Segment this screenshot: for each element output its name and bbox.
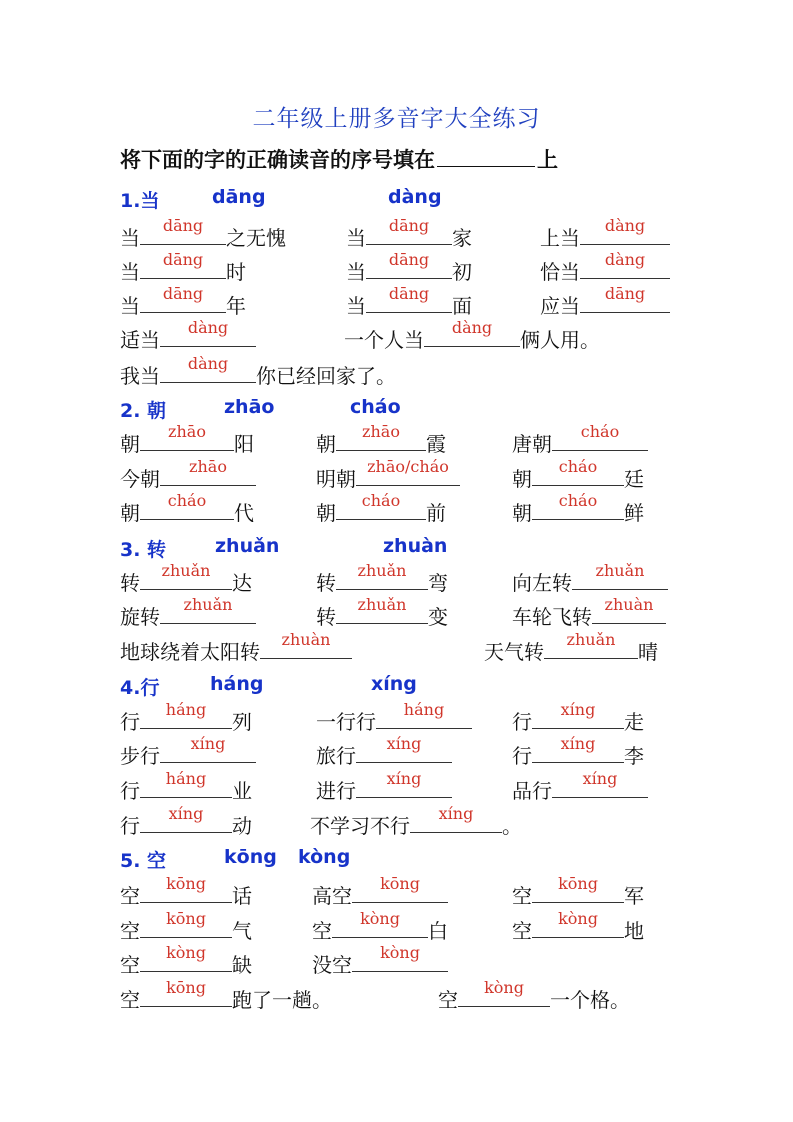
answer-text: dàng (451, 318, 493, 337)
answer-text: dàng (187, 354, 229, 373)
exercise-item: 空 kōng 军 (512, 874, 644, 908)
exercise-item: 恰当 dàng (540, 256, 670, 285)
answer-text: xíng (386, 734, 422, 753)
answer-text: dāng (162, 250, 204, 269)
exercise-item: 适当 dàng (120, 324, 256, 353)
exercise-item: 朝 cháo 廷 (512, 457, 644, 491)
answer-text: dāng (604, 284, 646, 303)
instruction-suffix: 上 (537, 147, 558, 172)
exercise-item: 步行 xíng (120, 740, 256, 769)
instruction-blank (437, 146, 535, 167)
exercise-item: 行 xíng 动 (120, 804, 252, 838)
exercise-item: 朝 zhāo 霞 (316, 422, 446, 456)
exercise-item: 天气转 zhuǎn 晴 (484, 630, 658, 664)
section-number: 1.当 (120, 190, 160, 212)
instruction-text: 将下面的字的正确读音的序号填在 (120, 147, 435, 172)
answer-text: dāng (388, 250, 430, 269)
answer-text: zhuǎn (566, 630, 616, 649)
section-reading-b: cháo (350, 396, 401, 418)
exercise-item: 旅行 xíng (316, 740, 452, 769)
section-reading-b: dàng (388, 186, 442, 208)
section-reading-b: kòng (298, 846, 351, 868)
exercise-item: 我当 dàng 你已经回家了。 (120, 354, 396, 388)
answer-text: kōng (166, 874, 206, 893)
exercise-item: 转 zhuǎn 变 (316, 595, 448, 629)
exercise-item: 空 kōng 气 (120, 909, 252, 943)
answer-blank[interactable] (410, 804, 502, 833)
section-reading-a: háng (210, 673, 264, 695)
exercise-item: 旋转 zhuǎn (120, 601, 256, 630)
answer-text: dāng (162, 216, 204, 235)
answer-blank[interactable] (424, 318, 520, 347)
answer-text: zhāo (362, 422, 400, 441)
answer-text: háng (165, 700, 207, 719)
answer-text: zhuǎn (183, 595, 233, 614)
answer-text: xíng (190, 734, 226, 753)
answer-text: zhāo (168, 422, 206, 441)
exercise-item: 车轮飞转 zhuàn (512, 601, 666, 630)
section-number: 2. 朝 (120, 400, 167, 422)
instruction (120, 144, 558, 174)
answer-text: dàng (187, 318, 229, 337)
exercise-item: 进行 xíng (316, 775, 452, 804)
answer-text: xíng (582, 769, 618, 788)
answer-text: zhuàn (281, 630, 331, 649)
answer-blank[interactable] (592, 595, 666, 624)
exercise-item: 朝 zhāo 阳 (120, 422, 254, 456)
answer-text: kōng (380, 874, 420, 893)
answer-text: kōng (166, 909, 206, 928)
answer-text: zhuǎn (357, 595, 407, 614)
exercise-item: 空 kōng 跑了一趟。 (120, 978, 332, 1012)
exercise-item: 当 dāng 初 (346, 250, 472, 284)
answer-text: zhuǎn (595, 561, 645, 580)
exercise-item: 品行 xíng (512, 775, 648, 804)
exercise-item: 空 kòng 白 (312, 909, 448, 943)
page-title: 二年级上册多音字大全练习 (252, 106, 541, 132)
answer-text: zhāo (189, 457, 227, 476)
exercise-item: 朝 cháo 鲜 (512, 491, 644, 525)
exercise-item: 空 kòng 地 (512, 909, 644, 943)
exercise-item: 一个人当 dàng 俩人用。 (344, 318, 600, 352)
section-reading-b: zhuàn (383, 535, 448, 557)
exercise-item: 唐朝 cháo (512, 428, 648, 457)
answer-text: kòng (380, 943, 420, 962)
exercise-item: 应当 dāng (540, 290, 670, 319)
answer-text: xíng (386, 769, 422, 788)
answer-text: kòng (558, 909, 598, 928)
section-reading-b: xíng (371, 673, 417, 695)
answer-blank[interactable] (572, 561, 668, 590)
section-number: 3. 转 (120, 539, 167, 561)
exercise-item: 当 dāng 面 (346, 284, 472, 318)
answer-text: dàng (604, 216, 646, 235)
answer-blank[interactable] (160, 354, 256, 383)
answer-text: cháo (558, 491, 598, 510)
section-reading-a: dāng (212, 186, 266, 208)
exercise-item: 转 zhuǎn 弯 (316, 561, 448, 595)
exercise-item: 行 háng 列 (120, 700, 252, 734)
answer-text: xíng (438, 804, 474, 823)
answer-text: xíng (560, 700, 596, 719)
answer-text: xíng (168, 804, 204, 823)
exercise-item: 上当 dàng (540, 222, 670, 251)
exercise-item: 朝 cháo 前 (316, 491, 446, 525)
answer-text: kòng (484, 978, 524, 997)
exercise-item: 今朝 zhāo (120, 463, 256, 492)
exercise-item: 当 dāng 年 (120, 284, 246, 318)
exercise-item: 行 háng 业 (120, 769, 252, 803)
exercise-item: 不学习不行 xíng 。 (310, 804, 522, 838)
section-number: 4.行 (120, 677, 160, 699)
exercise-item: 朝 cháo 代 (120, 491, 254, 525)
answer-text: kōng (166, 978, 206, 997)
section-number: 5. 空 (120, 850, 167, 872)
answer-text: kòng (360, 909, 400, 928)
answer-text: dāng (388, 216, 430, 235)
exercise-item: 空 kòng 缺 (120, 943, 252, 977)
exercise-item: 当 dāng 家 (346, 216, 472, 250)
answer-text: zhuàn (604, 595, 654, 614)
section-reading-a: kōng (224, 846, 277, 868)
answer-blank[interactable] (140, 216, 226, 245)
answer-text: dāng (162, 284, 204, 303)
exercise-item: 高空 kōng (312, 880, 448, 909)
answer-text: dàng (604, 250, 646, 269)
exercise-item: 行 xíng 走 (512, 700, 644, 734)
answer-text: dāng (388, 284, 430, 303)
answer-text: cháo (558, 457, 598, 476)
answer-text: zhāo/cháo (367, 457, 449, 476)
answer-text: háng (403, 700, 445, 719)
answer-blank[interactable] (376, 700, 472, 729)
exercise-item: 明朝 zhāo/cháo (316, 463, 460, 492)
exercise-item: 向左转 zhuǎn (512, 567, 668, 596)
answer-text: cháo (167, 491, 207, 510)
exercise-item: 地球绕着太阳转 zhuàn (120, 636, 352, 665)
exercise-item: 空 kòng 一个格。 (438, 978, 630, 1012)
section-reading-a: zhāo (224, 396, 275, 418)
exercise-item: 转 zhuǎn 达 (120, 561, 252, 595)
answer-text: háng (165, 769, 207, 788)
exercise-item: 空 kōng 话 (120, 874, 252, 908)
answer-blank[interactable] (458, 978, 550, 1007)
answer-blank[interactable] (140, 978, 232, 1007)
answer-text: kòng (166, 943, 206, 962)
exercise-item: 当 dāng 时 (120, 250, 246, 284)
answer-text: xíng (560, 734, 596, 753)
answer-text: kōng (558, 874, 598, 893)
section-reading-a: zhuǎn (215, 535, 280, 557)
answer-text: zhuǎn (161, 561, 211, 580)
answer-blank[interactable] (260, 630, 352, 659)
exercise-item: 一行行 háng (316, 706, 472, 735)
exercise-item: 当 dāng 之无愧 (120, 216, 286, 250)
exercise-item: 没空 kòng (312, 949, 448, 978)
exercise-item: 行 xíng 李 (512, 734, 644, 768)
answer-text: cháo (580, 422, 620, 441)
answer-blank[interactable] (544, 630, 638, 659)
answer-text: cháo (361, 491, 401, 510)
answer-text: zhuǎn (357, 561, 407, 580)
